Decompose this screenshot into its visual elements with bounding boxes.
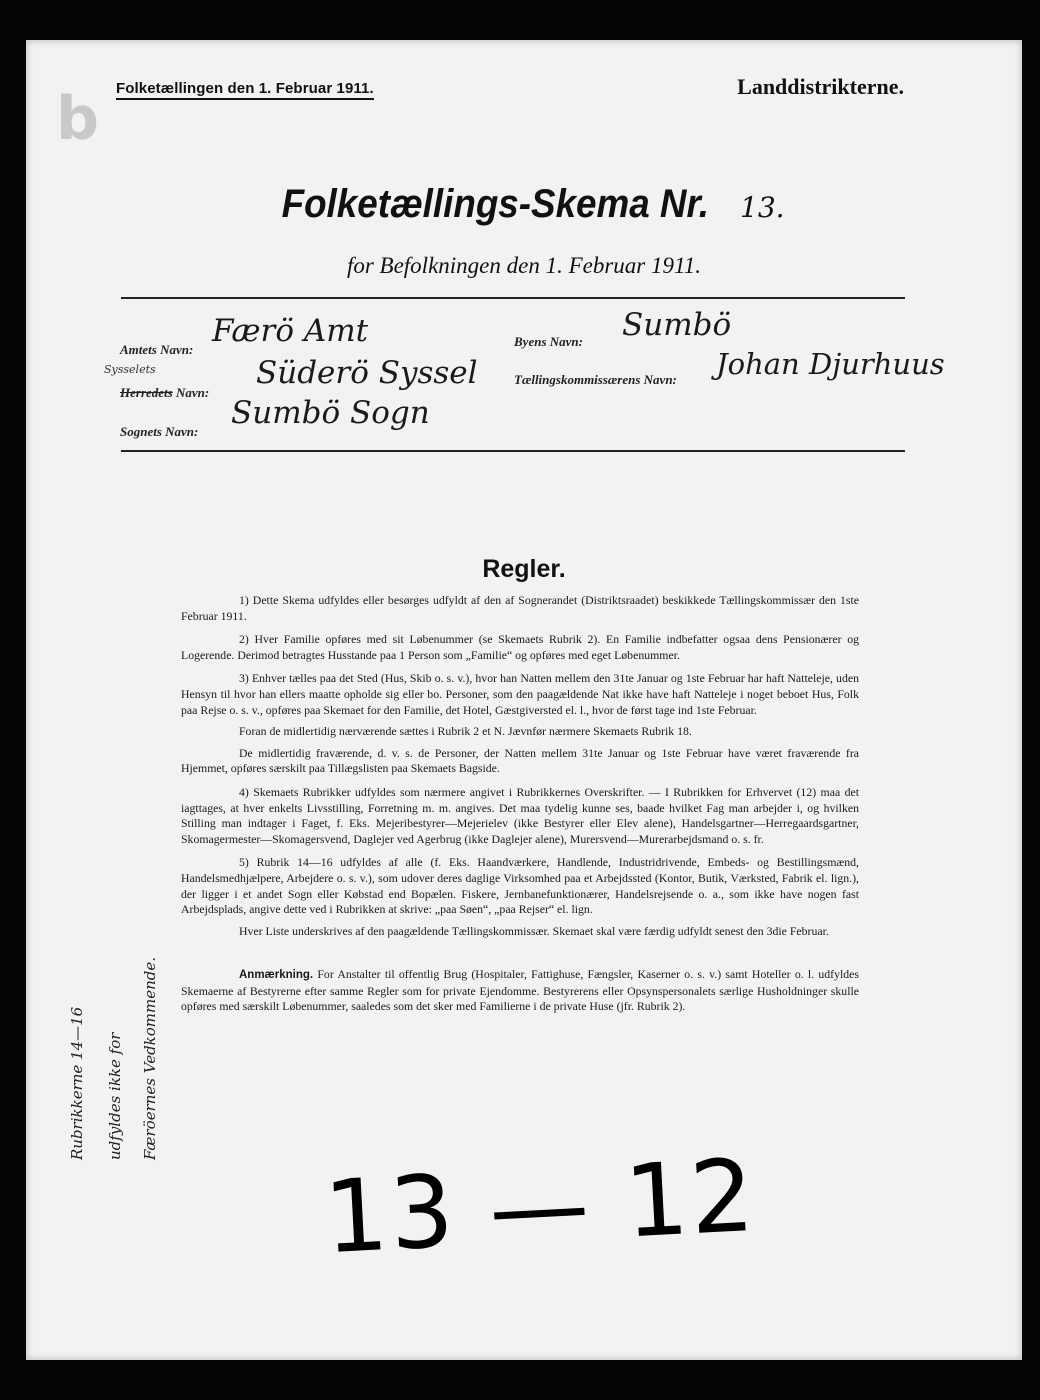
rules-title: Regler. <box>482 555 566 583</box>
kommissaer-value: Johan Djurhuus <box>716 347 945 381</box>
rule-3: 3) Enhver tælles paa det Sted (Hus, Skib o. s. v.), hvor han Natten mellem den 31te Januar og 1ste Februar har haft Natteleje, uden Hensyn til hvor han ellers maatte opholde sig eller bo. Personer, som den paagældende Nat ikke have haft Natteleje i noget beboet Hus, Folk paa Rejse o. s. v., opføres paa Skemaet for den Familie, det Hotel, Gæstgiversted el. l., hvor de først tage ind 1ste Februar. <box>181 671 859 717</box>
form-subtitle: for Befolkningen den 1. Februar 1911. <box>346 253 702 278</box>
sogn-value: Sumbö Sogn <box>231 395 430 431</box>
kommissaer-label: Tællingskommissærens Navn: <box>514 372 677 387</box>
rule-5-signature: Hver Liste underskrives af den paagældende Tællingskommissær. Skemaet skal være færdig udfyldt senest den 3die Februar. <box>239 923 829 938</box>
census-form-page <box>26 40 1022 1360</box>
amt-label: Amtets Navn: <box>120 342 194 357</box>
by-value: Sumbö <box>622 307 732 343</box>
rule-2: 2) Hver Familie opføres med sit Løbenummer (se Skemaets Rubrik 2). En Familie indbefatter ogsaa dens Pensionærer og Logerende. Derimod betragtes Husstande paa 1 Person som „Familie“ og opføres med eget Løbenummer. <box>181 632 859 662</box>
sogn-label: Sognets Navn: <box>120 424 199 439</box>
rule-5: 5) Rubrik 14—16 udfyldes af alle (f. Eks. Haandværkere, Handlende, Industridrivende, Embeds- og Bestillingsmænd, Handelsmedhjælpere, Arbejdere o. s. v.), som udover deres daglige Virksomhed paa et Arbejdssted (Kontor, Butik, Værksted, Fabrik el. lign.), der ligger i et andet Sogn eller Købstad end Bopælen. Fiskere, Jernbanefunktionærer, Handelsrejsende o. a., som ikke have nogen fast Arbejdsplads, angive dette ved i Rubrikken at skrive: „paa Søen“, „paa Rejser“ el. lign. <box>181 855 859 917</box>
rule-3-temporary-present: Foran de midlertidig nærværende sættes i Rubrik 2 et N. Jævnfør nærmere Skemaets Rubrik 18. <box>239 724 692 739</box>
form-title <box>26 182 1022 227</box>
herred-label-struck: Herredets <box>120 385 173 400</box>
divider-top <box>121 297 905 299</box>
reference-code: 13 — 12 <box>321 1136 759 1277</box>
by-label: Byens Navn: <box>514 334 583 349</box>
note-label: Anmærkning. <box>239 969 314 982</box>
form-number: 13. <box>740 191 785 224</box>
rule-1: 1) Dette Skema udfyldes eller besørges udfyldt af den af Sognerandet (Distriktsraadet) beskikkede Tællingskommissær den 1ste Februar 1911. <box>181 593 859 623</box>
note <box>181 967 859 1015</box>
herred-label <box>120 385 209 401</box>
herred-value: Süderö Syssel <box>256 355 478 391</box>
rule-3-temporary-absent: De midlertidig fraværende, d. v. s. de Personer, der Natten mellem 31te Januar og 1ste Februar have været fraværende fra Hjemmet, opføres særskilt paa Tillægslisten paa Skemaets Bagside. <box>181 745 859 776</box>
header-census-date: Folketællingen den 1. Februar 1911. <box>116 80 374 100</box>
header-district-type: Landdistrikterne. <box>737 74 904 99</box>
bleed-through-mark <box>747 1125 937 1325</box>
form-title-text: Folketællings-Skema Nr. <box>282 182 710 226</box>
faded-mark: b <box>56 84 99 154</box>
divider-bottom <box>121 450 905 452</box>
rule-4: 4) Skemaets Rubrikker udfyldes som nærmere angivet i Rubrikkernes Overskrifter. — I Rubrikken for Erhvervet (12) maa det iagttages, at hver enkelts Livsstilling, Forretning m. m. angives. Det maa tydelig kunne ses, baade hvilket Fag man arbejder i, og hvilken Stilling man indtager i Faget, f. Eks. Mejeribestyrer—Mejerielev (ikke Bestyrer eller Elev alene), Handelsgartner—Herregaardsgartner, Skomagermester—Skomagersvend, Daglejer ved Agerbrug (ikke Daglejer alene), Murersvend—Murerarbejdsmand o. s. fr. <box>181 784 859 846</box>
amt-value: Færö Amt <box>212 313 369 349</box>
herred-correction: Sysselets <box>104 363 156 376</box>
margin-note-line-2: udfyldes ikke for <box>106 1032 124 1160</box>
margin-note-line-1: Rubrikkerne 14—16 <box>68 1006 86 1160</box>
herred-label-suffix: Navn: <box>175 385 210 400</box>
margin-note-line-3: Færöernes Vedkommende. <box>141 956 159 1160</box>
rules-body <box>181 593 859 1023</box>
note-text: For Anstalter til offentlig Brug (Hospitaler, Fattighuse, Fængsler, Kaserner o. s. v.) samt Hoteller o. l. udfyldes Skemaerne af Bestyrerne efter samme Regler som for private Ejendomme. Bestyrerens eller Opsynspersonalets særlige Husholdninger skulle opføres med særskilt Løbenummer, saaledes som det sker med Familierne i de private Huse (jfr. Rubrik 2). <box>181 967 859 1014</box>
